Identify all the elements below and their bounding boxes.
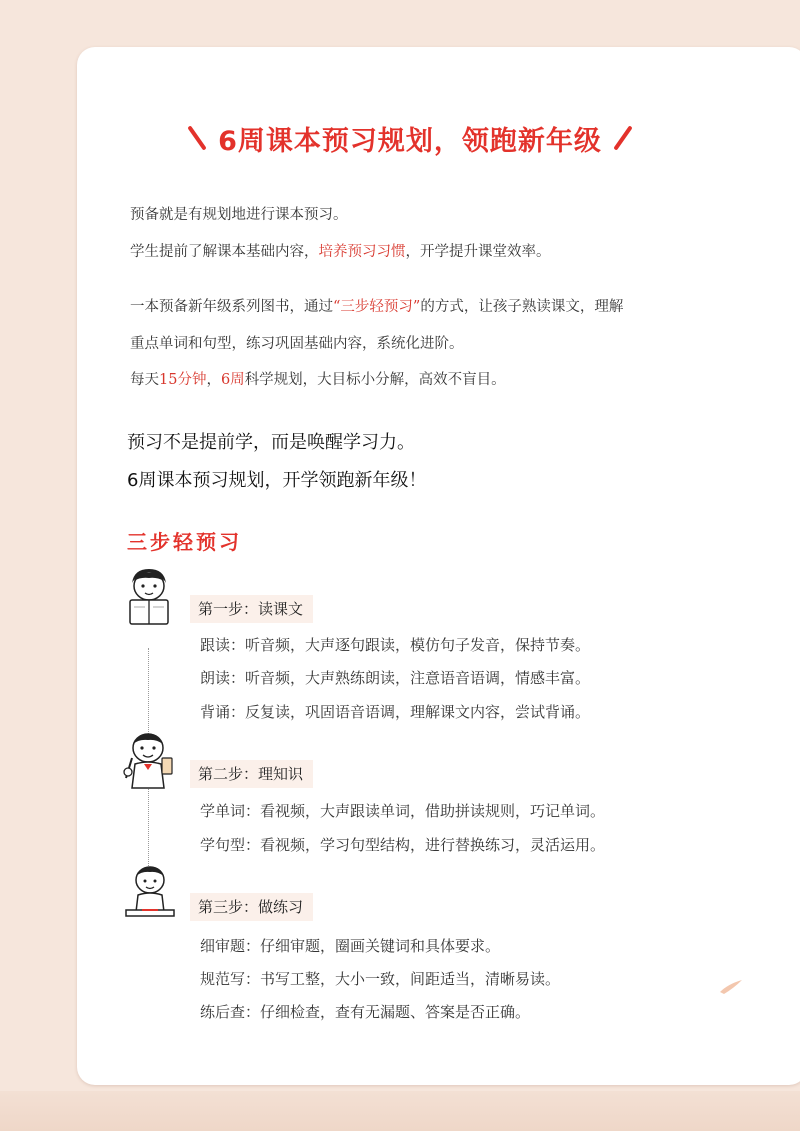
page-background <box>0 1091 800 1131</box>
boy-reading-icon <box>122 565 176 631</box>
step-3-line-2: 规范写：书写工整，大小一致，间距适当，清晰易读。 <box>200 970 561 988</box>
step-2-label: 第二步：理知识 <box>190 760 313 788</box>
intro-text: 每天 <box>130 372 159 388</box>
intro-text: ， <box>206 372 221 388</box>
step-1-line-3: 背诵：反复读，巩固语音语调，理解课文内容，尝试背诵。 <box>200 703 591 721</box>
step-2-line-1: 学单词：看视频，大声跟读单词，借助拼读规则，巧记单词。 <box>200 802 606 820</box>
intro-text: ，开学提升课堂效率。 <box>405 244 551 260</box>
highlight-text: 6周 <box>220 372 245 388</box>
step-3-line-1: 细审题：仔细审题，圈画关键词和具体要求。 <box>200 937 501 955</box>
highlight-text: 15分钟 <box>159 372 207 388</box>
step-1-line-1: 跟读：听音频，大声逐句跟读，模仿句子发音，保持节奏。 <box>200 636 591 654</box>
intro-line-1: 预备就是有规划地进行课本预习。 <box>130 207 348 223</box>
section-title: 三步轻预习 <box>127 530 242 554</box>
highlight-text: “三步轻预习” <box>333 299 421 315</box>
step-3-label: 第三步：做练习 <box>190 893 313 921</box>
page-title: 6周课本预习规划，领跑新年级 <box>218 125 602 157</box>
brush-smudge-icon <box>718 978 744 996</box>
step-3-line-3: 练后查：仔细检查，查有无漏题、答案是否正确。 <box>200 1003 531 1021</box>
slogan-1: 预习不是提前学，而是唤醒学习力。 <box>127 432 415 453</box>
slogan-2: 6周课本预习规划，开学领跑新年级！ <box>127 470 427 491</box>
boy-studying-icon <box>122 862 178 928</box>
intro-line-3 <box>130 297 623 317</box>
intro-text: 的方式，让孩子熟读课文，理解 <box>420 299 624 315</box>
content-card <box>77 47 800 1085</box>
step-2-line-2: 学句型：看视频，学习句型结构，进行替换练习，灵活运用。 <box>200 836 606 854</box>
slash-decoration-icon <box>616 125 630 151</box>
title-row <box>130 113 690 163</box>
intro-line-4: 重点单词和句型，练习巩固基础内容，系统化进阶。 <box>130 336 464 352</box>
step-1-line-2: 朗读：听音频，大声熟练朗读，注意语音语调，情感丰富。 <box>200 669 591 687</box>
intro-text: 一本预备新年级系列图书，通过 <box>130 299 333 315</box>
intro-text: 学生提前了解课本基础内容， <box>130 244 319 260</box>
intro-text: 科学规划，大目标小分解，高效不盲目。 <box>244 372 506 388</box>
highlight-text: 培养预习习惯 <box>318 244 406 260</box>
intro-line-2 <box>130 242 551 262</box>
intro-line-5 <box>130 370 506 390</box>
step-1-label: 第一步：读课文 <box>190 595 313 623</box>
slash-decoration-icon <box>190 125 204 151</box>
boy-writing-icon <box>118 728 176 796</box>
